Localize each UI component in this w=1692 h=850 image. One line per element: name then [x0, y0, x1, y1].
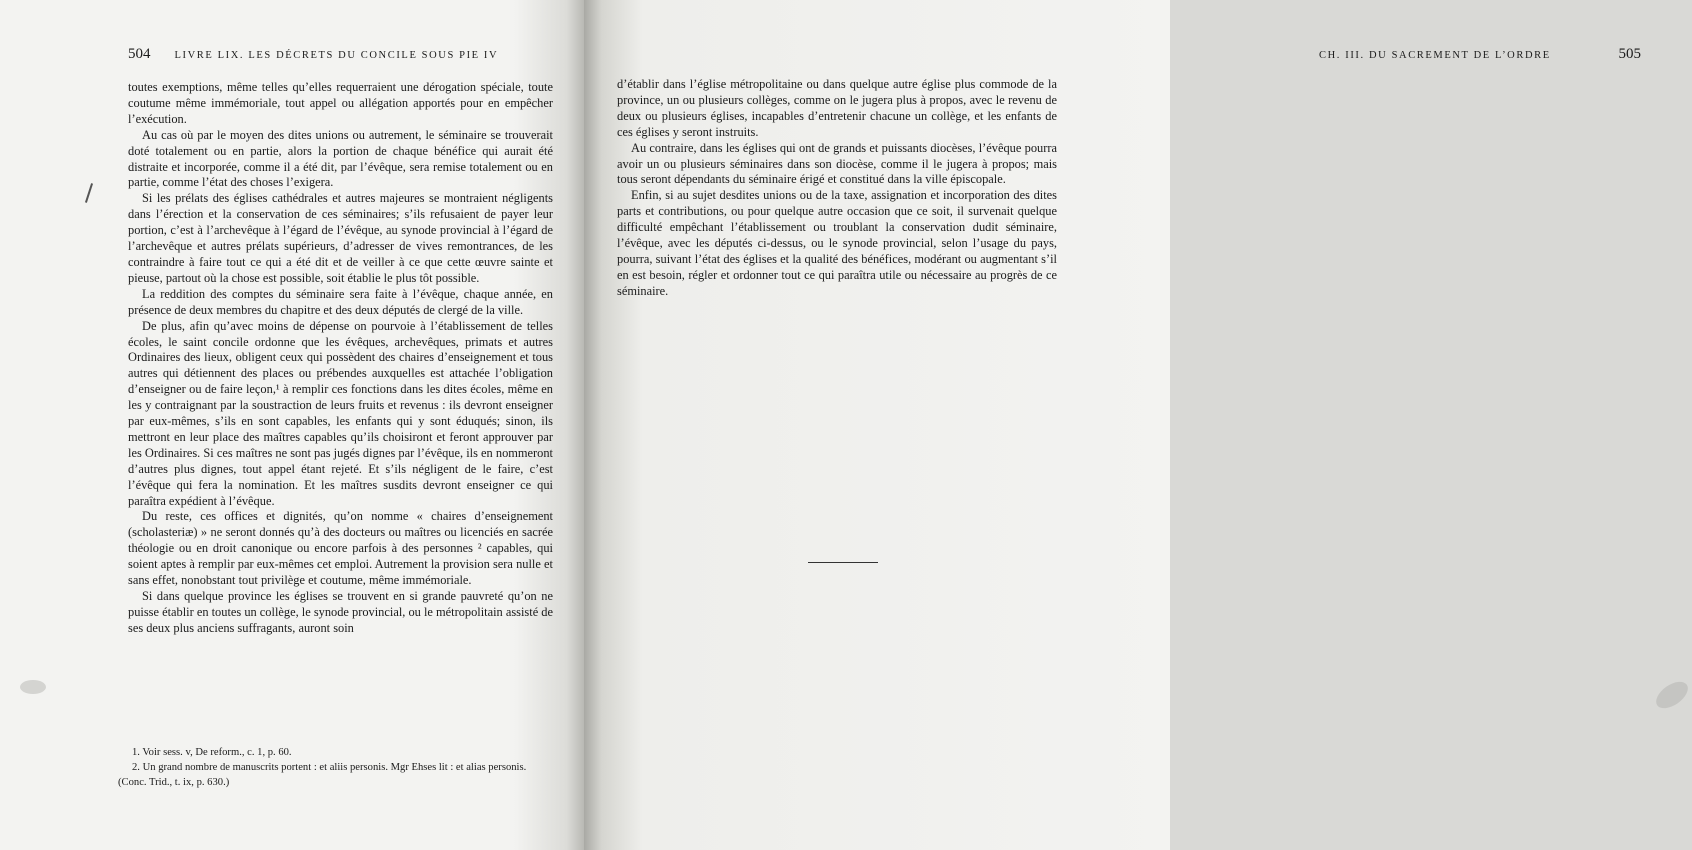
left-page: [0, 0, 584, 850]
right-running-title: CH. III. DU SACREMENT DE L’ORDRE: [1319, 50, 1551, 61]
left-running-title: LIVRE LIX. LES DÉCRETS DU CONCILE SOUS PIE IV: [174, 50, 499, 61]
smudge: [1652, 676, 1692, 713]
smudge: [20, 680, 46, 694]
left-running-head: [128, 46, 558, 63]
paragraph: d’établir dans l’église métropolitaine ou dans quelque autre église plus commode de la province, un ou plusieurs collèges, comme on le jugera plus à propos, avec le revenu de deux ou plusieurs églises, incapables d’entretenir chacune un collège, et les enfants de ces églises y seront instruits.: [617, 77, 1057, 139]
paragraph: De plus, afin qu’avec moins de dépense on pourvoie à l’établissement de telles écoles, le saint concile ordonne que les évêques, archevêques, primats et autres Ordinaires des lieux, obligent ceux qui possèdent des chaires d’enseignement et tous autres qui détiennent des places ou prébendes auxquelles est attachée l’obligation d’enseigner ou de faire leçon,¹ à remplir ces fonctions dans les dites écoles, même en les y contraignant par la soustraction de leurs fruits et revenus : ils devront enseigner par eux-mêmes, s’ils en sont capables, les enfants qui y sont éduqués; sinon, ils mettront en leur place des maîtres capables qu’ils choisiront et feront approuver par les Ordinaires. Si ces maîtres ne sont pas jugés dignes par l’évêque, ils en nommeront d’autres plus dignes, tout appel étant rejeté. Et s’ils négligent de le faire, c’est l’évêque qui fera la nomination. Et les maîtres susdits devront enseigner ce qui paraîtra expédient à l’évêque.: [128, 318, 553, 508]
footnote: 1. Voir sess. v, De reform., c. 1, p. 60.: [132, 747, 292, 758]
paragraph: Si dans quelque province les églises se trouvent en si grande pauvreté qu’on ne puisse établir en toutes un collège, le synode provincial, ou le métropolitain assisté de ses deux plus anciens suffragants, auront soin: [128, 589, 553, 635]
left-body-text: [128, 80, 553, 637]
right-body-text: [617, 77, 1057, 300]
paragraph: Au contraire, dans les églises qui ont de grands et puissants diocèses, l’évêque pourra avoir un ou plusieurs séminaires dans son diocèse, comme il le jugera à propos; mais tous seront dépendants du séminaire érigé et constitué dans la ville épiscopale.: [617, 140, 1057, 187]
right-running-head: [1319, 46, 1641, 63]
section-divider: [808, 562, 878, 563]
paragraph: Au cas où par le moyen des dites unions ou autrement, le séminaire se trouverait doté totalement ou en partie, alors la portion de chaque bénéfice qui aurait été distraite et incorporée, comme il a été dit, par l’évêque, sera remise totalement ou en partie, comme l’état des choses l’exigera.: [128, 127, 553, 190]
pencil-mark: [85, 183, 93, 203]
right-page-number: 505: [1618, 46, 1641, 62]
footnotes: [118, 745, 556, 790]
paragraph: Si les prélats des églises cathédrales et autres majeures se montraient négligents dans l’érection et la conservation de ces séminaires; s’ils refusaient de payer leur portion, c’est à l’archevêque à l’égard de l’évêque, au synode provincial à l’égard de l’archevêque et autres prélats supérieurs, d’adresser de vives remontrances, de les contraindre à faire tout ce qui a été dit et de veiller à ce que cette œuvre sainte et pieuse, partout où la chose est possible, soit établie le plus tôt possible.: [128, 191, 553, 285]
paragraph: La reddition des comptes du séminaire sera faite à l’évêque, chaque année, en présence de deux membres du chapitre et des deux députés de clergé de la ville.: [128, 286, 553, 317]
footnote: 2. Un grand nombre de manuscrits portent : et aliis personis. Mgr Ehses lit : et alias personis. (Conc. Trid., t. ix, p. 630.): [118, 762, 527, 788]
paragraph: toutes exemptions, même telles qu’elles requerraient une dérogation spéciale, toute coutume même immémoriale, tout appel ou allégation apportés pour en empêcher l’exécution.: [128, 80, 553, 126]
left-page-number: 504: [128, 46, 151, 62]
paragraph: Du reste, ces offices et dignités, qu’on nomme « chaires d’enseignement (scholasteriæ) » ne seront donnés qu’à des docteurs ou maîtres ou licenciés en sacrée théologie ou en droit canonique ou encore parfois à des personnes ² capables, qui soient aptes à remplir par eux-mêmes cet emploi. Autrement la provision sera nulle et sans effet, nonobstant tout privilège et coutume, même immémoriale.: [128, 509, 553, 588]
paragraph: Enfin, si au sujet desdites unions ou de la taxe, assignation et incorporation des dites parts et contributions, ou pour quelque autre occasion que ce soit, il survenait quelque difficulté empêchant l’établissement ou troublant la conservation dudit séminaire, l’évêque, avec les députés ci-dessus, ou le synode provincial, selon l’usage du pays, pourra, suivant l’état des églises et la qualité des bénéfices, modérant ou augmentant s’il en est besoin, régler et ordonner tout ce qui paraîtra utile ou nécessaire au progrès de ce séminaire.: [617, 188, 1057, 298]
